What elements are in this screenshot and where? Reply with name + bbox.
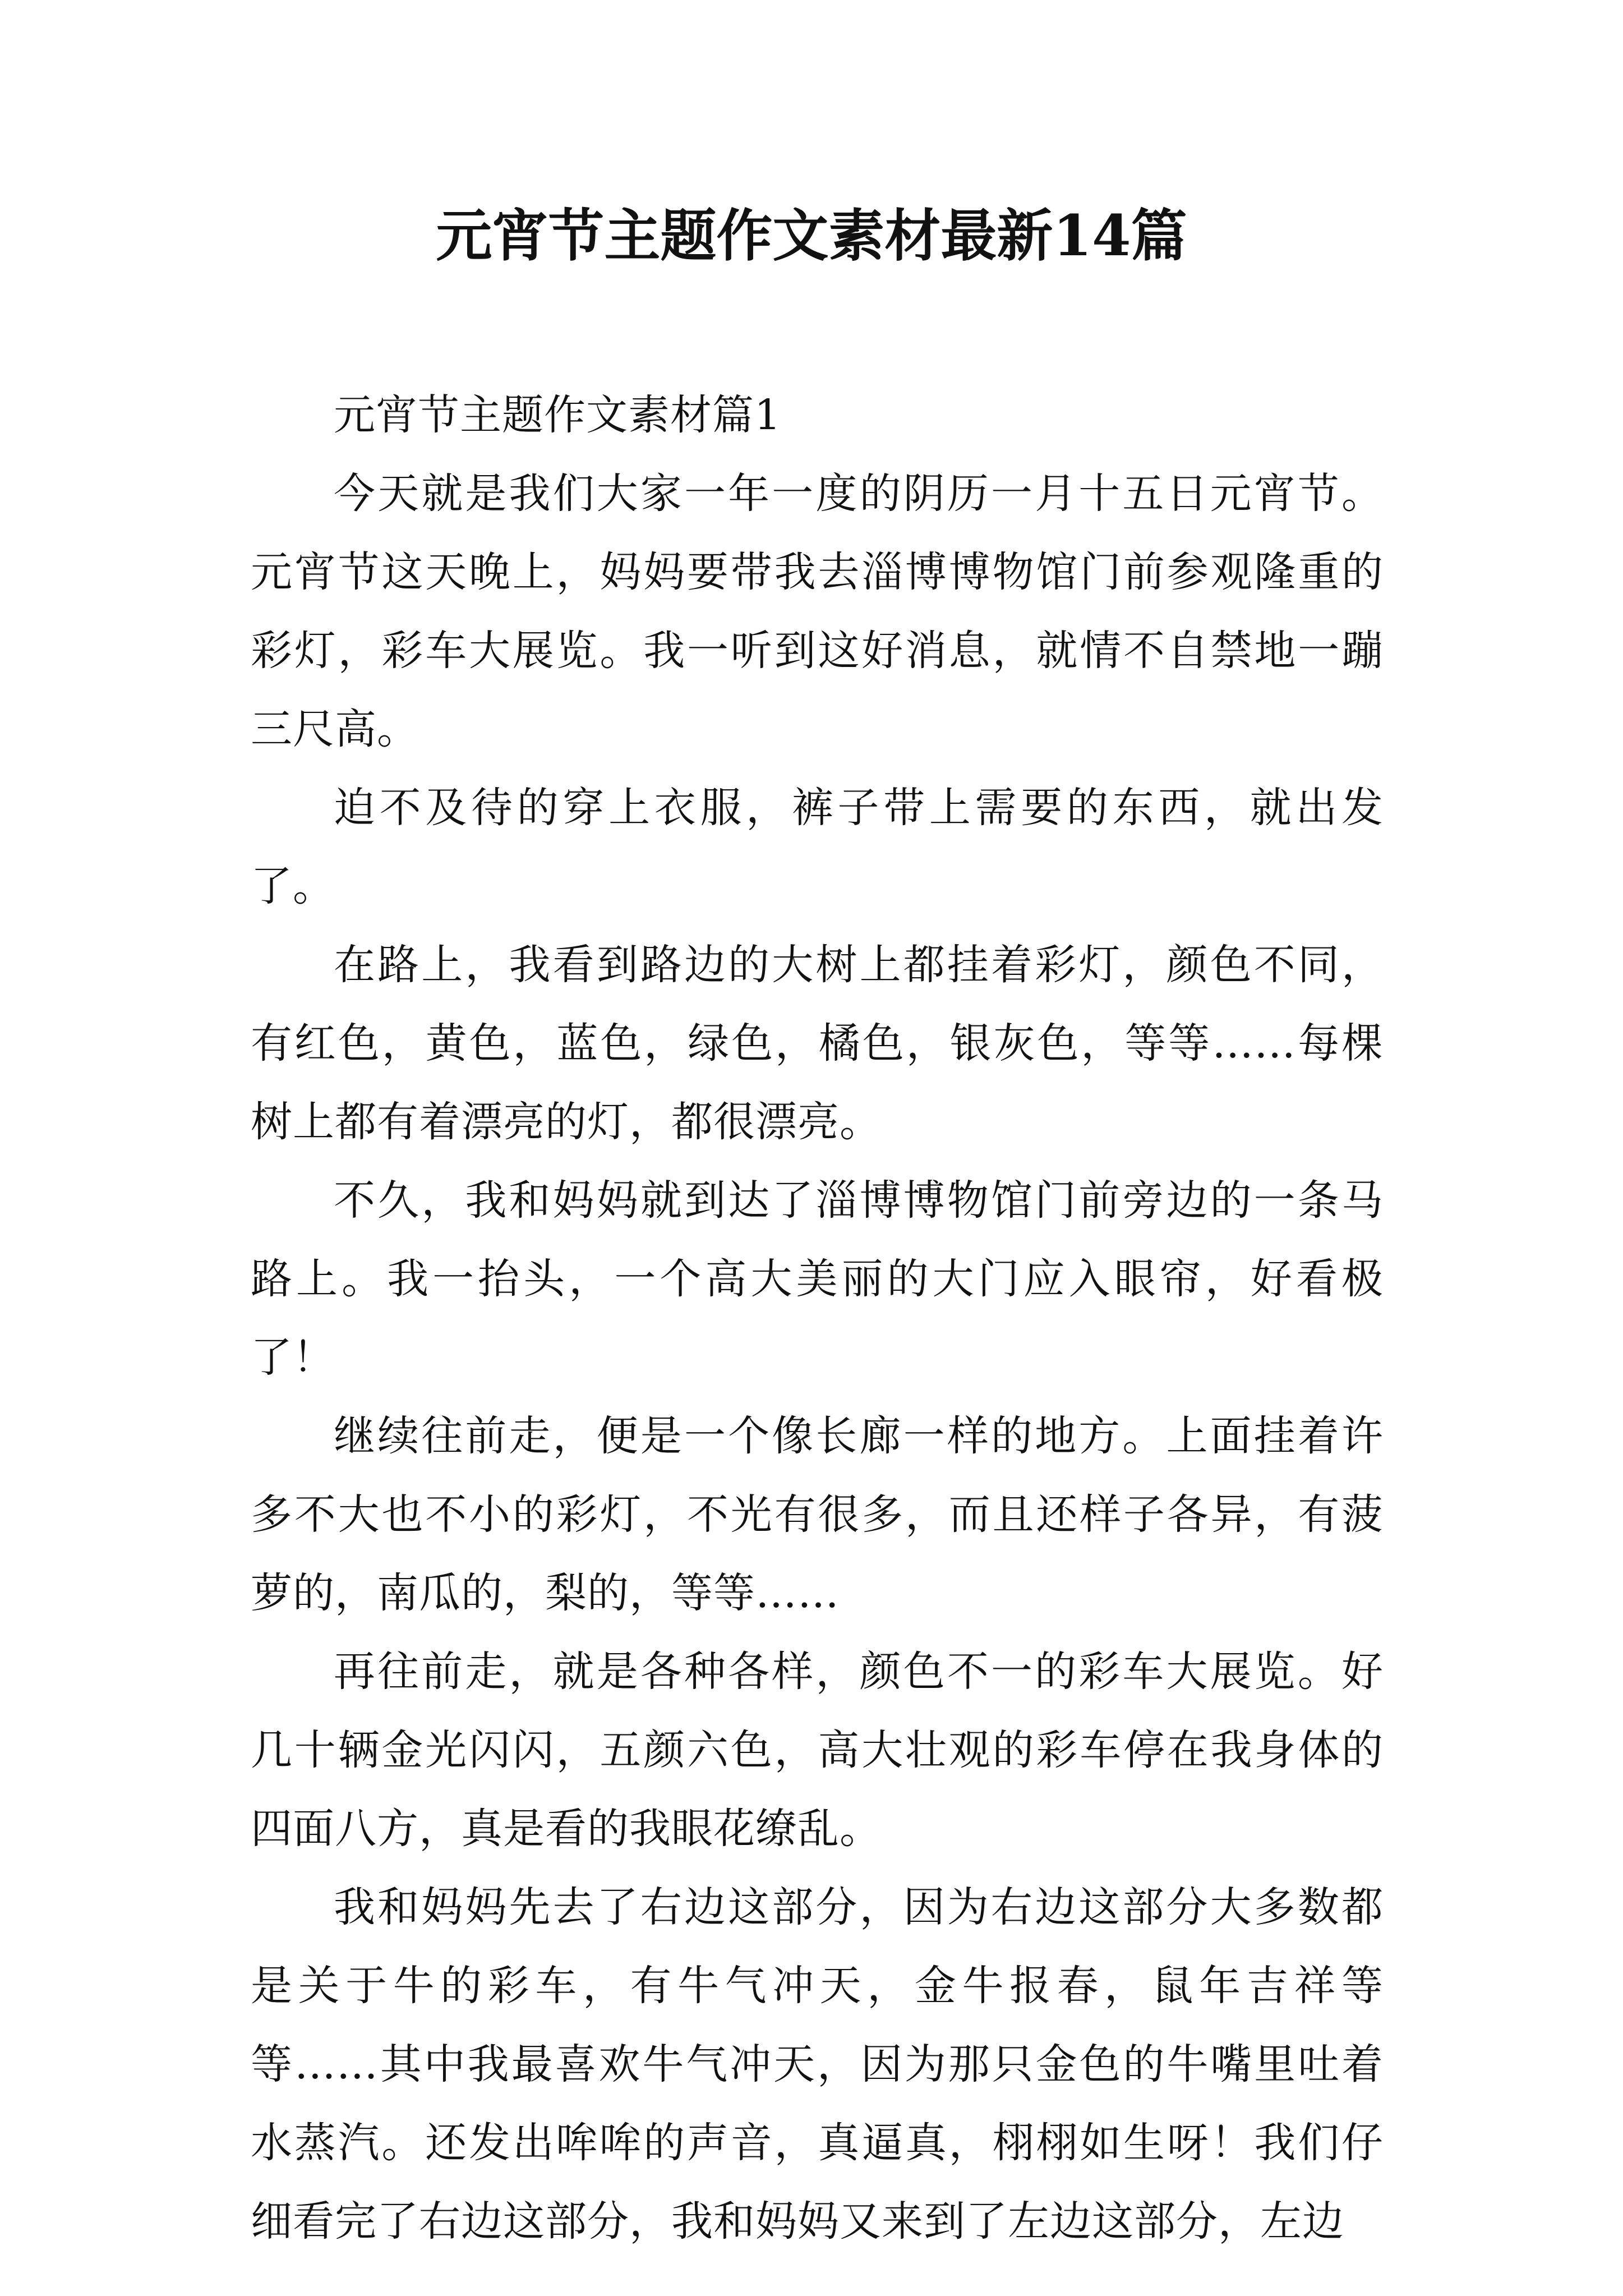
paragraph: 在路上，我看到路边的大树上都挂着彩灯，颜色不同，有红色，黄色，蓝色，绿色，橘色，银灰色，等等……每棵树上都有着漂亮的灯，都很漂亮。 <box>251 941 1384 1146</box>
paragraph: 再往前走，就是各种各样，颜色不一的彩车大展览。好几十辆金光闪闪，五颜六色，高大壮观的彩车停在我身体的四面八方，真是看的我眼花缭乱。 <box>251 1648 1384 1853</box>
paragraph: 继续往前走，便是一个像长廊一样的地方。上面挂着许多不大也不小的彩灯，不光有很多，而且还样子各异，有菠萝的，南瓜的，梨的，等等…… <box>251 1412 1384 1617</box>
paragraph: 今天就是我们大家一年一度的阴历一月十五日元宵节。元宵节这天晚上，妈妈要带我去淄博博物馆门前参观隆重的彩灯，彩车大展览。我一听到这好消息，就情不自禁地一蹦三尺高。 <box>251 470 1384 753</box>
paragraph: 我和妈妈先去了右边这部分，因为右边这部分大多数都是关于牛的彩车，有牛气冲天，金牛报春，鼠年吉祥等等……其中我最喜欢牛气冲天，因为那只金色的牛嘴里吐着水蒸汽。还发出哞哞的声音，真逼真，栩栩如生呀！我们仔细看完了右边这部分，我和妈妈又来到了左边这部分，左边 <box>251 1883 1384 2246</box>
section-heading: 元宵节主题作文素材篇1 <box>334 391 782 439</box>
paragraph: 迫不及待的穿上衣服，裤子带上需要的东西，就出发了。 <box>251 784 1384 910</box>
document-body <box>251 376 1384 2261</box>
paragraph: 不久，我和妈妈就到达了淄博博物馆门前旁边的一条马路上。我一抬头，一个高大美丽的大门应入眼帘，好看极了！ <box>251 1176 1384 1382</box>
document-title: 元宵节主题作文素材最新14篇 <box>436 203 1187 269</box>
